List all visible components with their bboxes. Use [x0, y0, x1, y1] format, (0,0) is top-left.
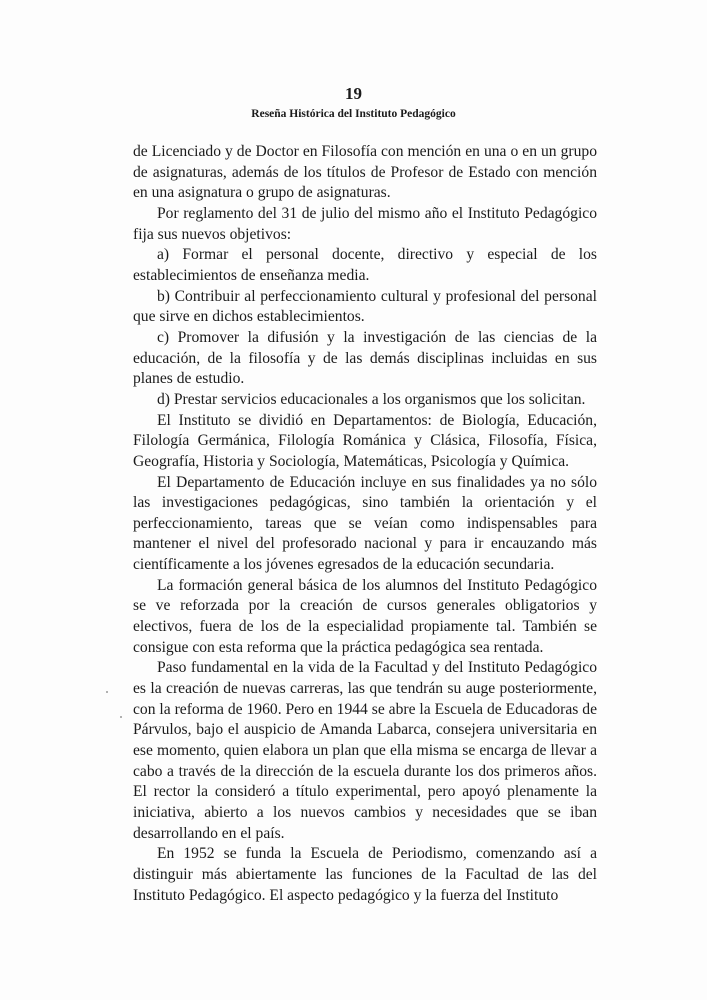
page-number: 19 — [345, 84, 362, 103]
scan-speck — [106, 691, 108, 693]
paragraph-objective-a: a) Formar el personal docente, directivo y especial de los establecimientos de enseñanza media. — [133, 246, 597, 284]
scan-speck — [120, 716, 122, 718]
paragraph-continuation: de Licenciado y de Doctor en Filosofía con mención en una o en un grupo de asignaturas, además de los títulos de Profesor de Estado con mención en una asignatura o grupo de asignaturas. — [133, 143, 597, 202]
paragraph-educacion: El Departamento de Educación incluye en sus finalidades ya no sólo las investigaciones pedagógicas, sino también la orientación y el perfeccionamiento, tareas que se veían como indispensables para mantener el nivel del profesorado nacional y para ir encauzando más científicamente a los jóvenes egresados de la educación secundaria. — [133, 473, 597, 574]
paragraph-departamentos: El Instituto se dividió en Departamentos: de Biología, Educación, Filología Germánica, Filología Románica y Clásica, Filosofía, Física, Geografía, Historia y Sociología, Matemáticas, Psicología y Química. — [133, 411, 597, 470]
paragraph-objective-d: d) Prestar servicios educacionales a los organismos que los solicitan. — [157, 390, 586, 408]
paragraph-formacion: La formación general básica de los alumnos del Instituto Pedagógico se ve reforzada por la creación de cursos generales obligatorios y electivos, fuera de los de la especialidad propiamente tal. También se consigue con esta reforma que la práctica pedagógica sea rentada. — [133, 576, 597, 656]
paragraph-objective-b: b) Contribuir al perfeccionamiento cultural y profesional del personal que sirve en dichos establecimientos. — [133, 287, 597, 326]
paragraph-reglamento: Por reglamento del 31 de julio del mismo año el Instituto Pedagógico fija sus nuevos objetivos: — [133, 204, 597, 243]
paragraph-periodismo: En 1952 se funda la Escuela de Periodismo, comenzando así a distinguir más abiertamente las funciones de la Facultad de las del Instituto Pedagógico. El aspecto pedagógico y la fuerza del Instituto — [133, 845, 597, 904]
running-head: Reseña Histórica del Instituto Pedagógico — [251, 108, 456, 120]
body-text — [133, 142, 597, 906]
paragraph-nuevas-carreras: Paso fundamental en la vida de la Facultad y del Instituto Pedagógico es la creación de nuevas carreras, las que tendrán su auge posteriormente, con la reforma de 1960. Pero en 1944 se abre la Escuela de Educadoras de Párvulos, bajo el auspicio de Amanda Labarca, consejera universitaria en ese momento, quien elabora un plan que ella misma se encarga de llevar a cabo a través de la dirección de la escuela durante los dos primeros años. El rector la consideró a título experimental, pero apoyó plenamente la iniciativa, abierto a los nuevos cambios y necesidades que se iban desarrollando en el país. — [133, 659, 597, 842]
paragraph-objective-c: c) Promover la difusión y la investigación de las ciencias de la educación, de la filosofía y de las demás disciplinas incluidas en sus planes de estudio. — [133, 328, 597, 388]
